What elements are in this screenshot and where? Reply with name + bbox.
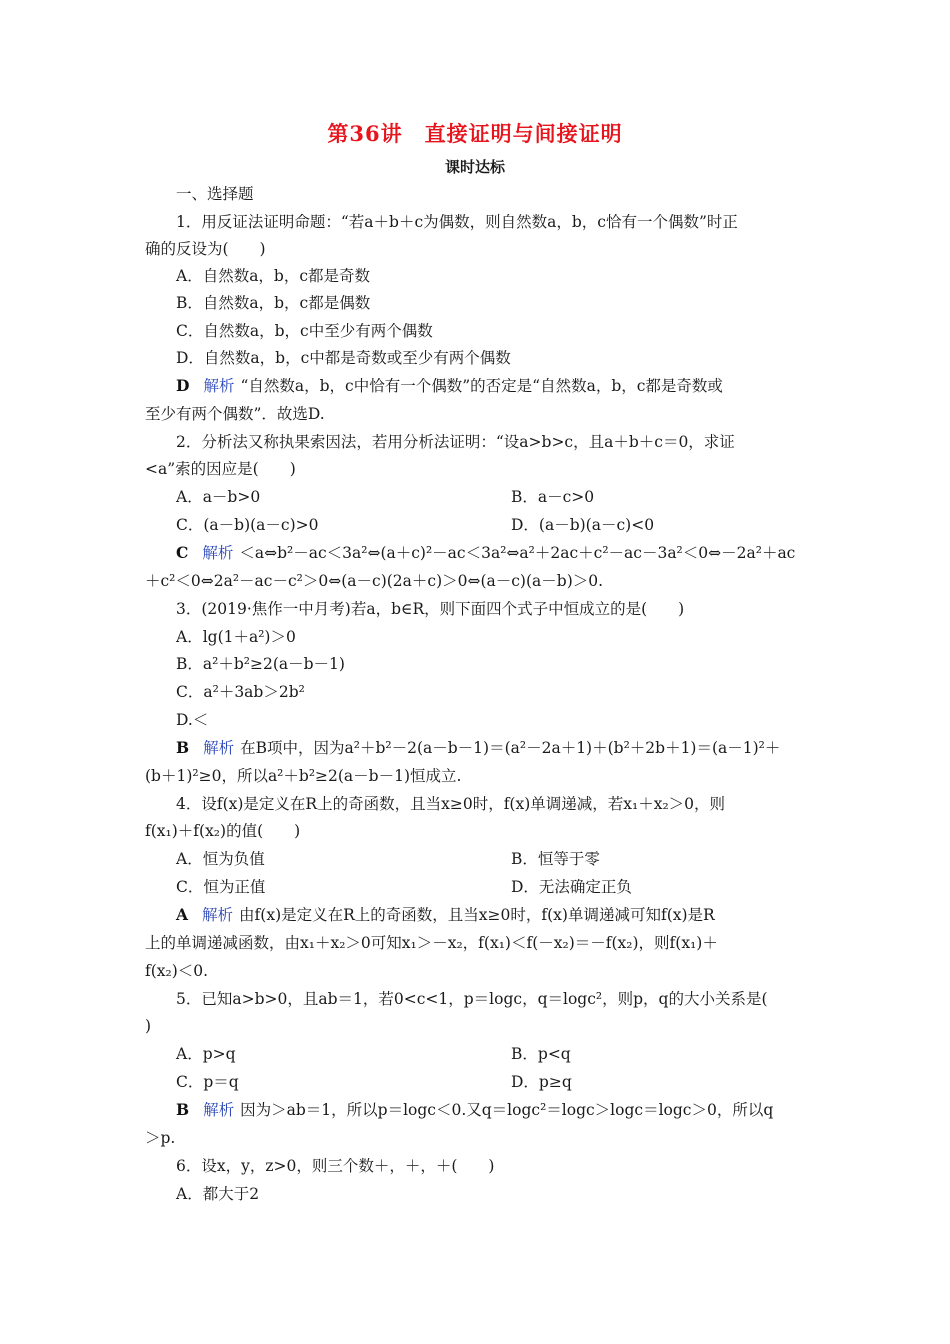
question-2-option-b: B．a－c>0 — [511, 488, 595, 506]
explanation-label: 解析 — [203, 1101, 235, 1119]
answer-5 — [176, 1100, 773, 1120]
answer-4-line-2: 上的单调递减函数，由x₁＋x₂＞0可知x₁＞－x₂，f(x₁)＜f(－x₂)＝－f(x₂)，则f(x₁)＋ — [145, 934, 718, 952]
answer-1 — [176, 376, 723, 396]
question-5-line-1: 5．已知a>b>0，且ab＝1，若0<c<1，p＝logc，q＝logc²，则p，q的大小关系是( — [176, 990, 768, 1008]
explanation-text: “自然数a，b，c中恰有一个偶数”的否定是“自然数a，b，c都是奇数或 — [240, 377, 723, 395]
question-1-option-d: D．自然数a，b，c中都是奇数或至少有两个偶数 — [176, 349, 511, 367]
explanation-label: 解析 — [202, 544, 234, 562]
answer-letter: C — [176, 543, 189, 562]
question-4-line-2: f(x₁)＋f(x₂)的值( ) — [145, 822, 301, 840]
question-2-option-d: D．(a－b)(a－c)<0 — [511, 516, 655, 534]
question-4-option-b: B．恒等于零 — [511, 850, 600, 868]
explanation-text: 在B项中，因为a²＋b²－2(a－b－1)＝(a²－2a＋1)＋(b²＋2b＋1)＝(a－1)²＋ — [240, 739, 781, 757]
answer-letter: A — [176, 905, 189, 924]
question-3-option-c: C．a²＋3ab＞2b² — [176, 683, 305, 701]
question-2-line-2: <a”索的因应是( ) — [145, 460, 296, 478]
answer-letter: B — [176, 1100, 190, 1119]
question-4-option-c: C．恒为正值 — [176, 878, 266, 896]
question-2-option-a: A．a－b>0 — [176, 488, 261, 506]
answer-2-line-2: ＋c²＜0⇔2a²－ac－c²＞0⇔(a－c)(2a＋c)＞0⇔(a－c)(a－b)＞0. — [145, 572, 604, 590]
question-1-option-c: C．自然数a，b，c中至少有两个偶数 — [176, 322, 433, 340]
question-4-option-a: A．恒为负值 — [176, 850, 265, 868]
question-6-option-a: A．都大于2 — [176, 1185, 260, 1203]
answer-5-line-2: ＞p. — [145, 1129, 176, 1147]
question-1-line-1: 1．用反证法证明命题：“若a＋b＋c为偶数，则自然数a，b，c恰有一个偶数”时正 — [176, 213, 738, 231]
question-3-line-1: 3．(2019·焦作一中月考)若a，b∈R，则下面四个式子中恒成立的是( ) — [176, 600, 685, 618]
question-2-option-c: C．(a－b)(a－c)>0 — [176, 516, 319, 534]
answer-letter: D — [176, 376, 190, 395]
page-subtitle: 课时达标 — [444, 158, 505, 176]
explanation-label: 解析 — [202, 906, 234, 924]
answer-1-line-2: 至少有两个偶数”．故选D. — [145, 405, 325, 423]
question-3-option-d: D.＜ — [176, 711, 209, 729]
page-title: 第36讲 直接证明与间接证明 — [327, 121, 623, 146]
question-4-option-d: D．无法确定正负 — [511, 878, 632, 896]
explanation-text: 由f(x)是定义在R上的奇函数，且当x≥0时，f(x)单调递减可知f(x)是R — [239, 906, 715, 924]
explanation-label: 解析 — [203, 377, 235, 395]
question-5-option-d: D．p≥q — [511, 1073, 572, 1091]
answer-4-line-3: f(x₂)＜0. — [145, 962, 209, 980]
question-1-option-b: B．自然数a，b，c都是偶数 — [176, 294, 371, 312]
question-1-option-a: A．自然数a，b，c都是奇数 — [176, 267, 371, 285]
explanation-text: 因为＞ab＝1，所以p＝logc＜0.又q＝logc²＝logc＞logc＝logc＞0，所以q — [240, 1101, 774, 1119]
question-3-option-a: A．lg(1＋a²)＞0 — [176, 628, 296, 646]
question-5-option-a: A．p>q — [176, 1045, 236, 1063]
question-5-option-c: C．p＝q — [176, 1073, 239, 1091]
answer-2 — [176, 543, 795, 563]
answer-letter: B — [176, 738, 190, 757]
answer-4 — [176, 905, 715, 925]
answer-3 — [176, 738, 780, 758]
question-6-line-1: 6．设x，y，z>0，则三个数＋，＋，＋( ) — [176, 1157, 495, 1175]
question-3-option-b: B．a²＋b²≥2(a－b－1) — [176, 655, 345, 673]
section-heading: 一、选择题 — [176, 185, 254, 203]
question-5-line-2: ) — [145, 1017, 152, 1035]
explanation-label: 解析 — [203, 739, 235, 757]
question-4-line-1: 4．设f(x)是定义在R上的奇函数，且当x≥0时，f(x)单调递减，若x₁＋x₂＞0，则 — [176, 795, 726, 813]
question-2-line-1: 2．分析法又称执果索因法，若用分析法证明：“设a>b>c，且a＋b＋c＝0，求证 — [176, 433, 735, 451]
answer-3-line-2: (b＋1)²≥0，所以a²＋b²≥2(a－b－1)恒成立. — [145, 767, 462, 785]
explanation-text: ＜a⇔b²－ac＜3a²⇔(a＋c)²－ac＜3a²⇔a²＋2ac＋c²－ac－3a²＜0⇔－2a²＋ac — [239, 544, 796, 562]
question-5-option-b: B．p<q — [511, 1045, 571, 1063]
question-1-line-2: 确的反设为( ) — [145, 240, 266, 258]
